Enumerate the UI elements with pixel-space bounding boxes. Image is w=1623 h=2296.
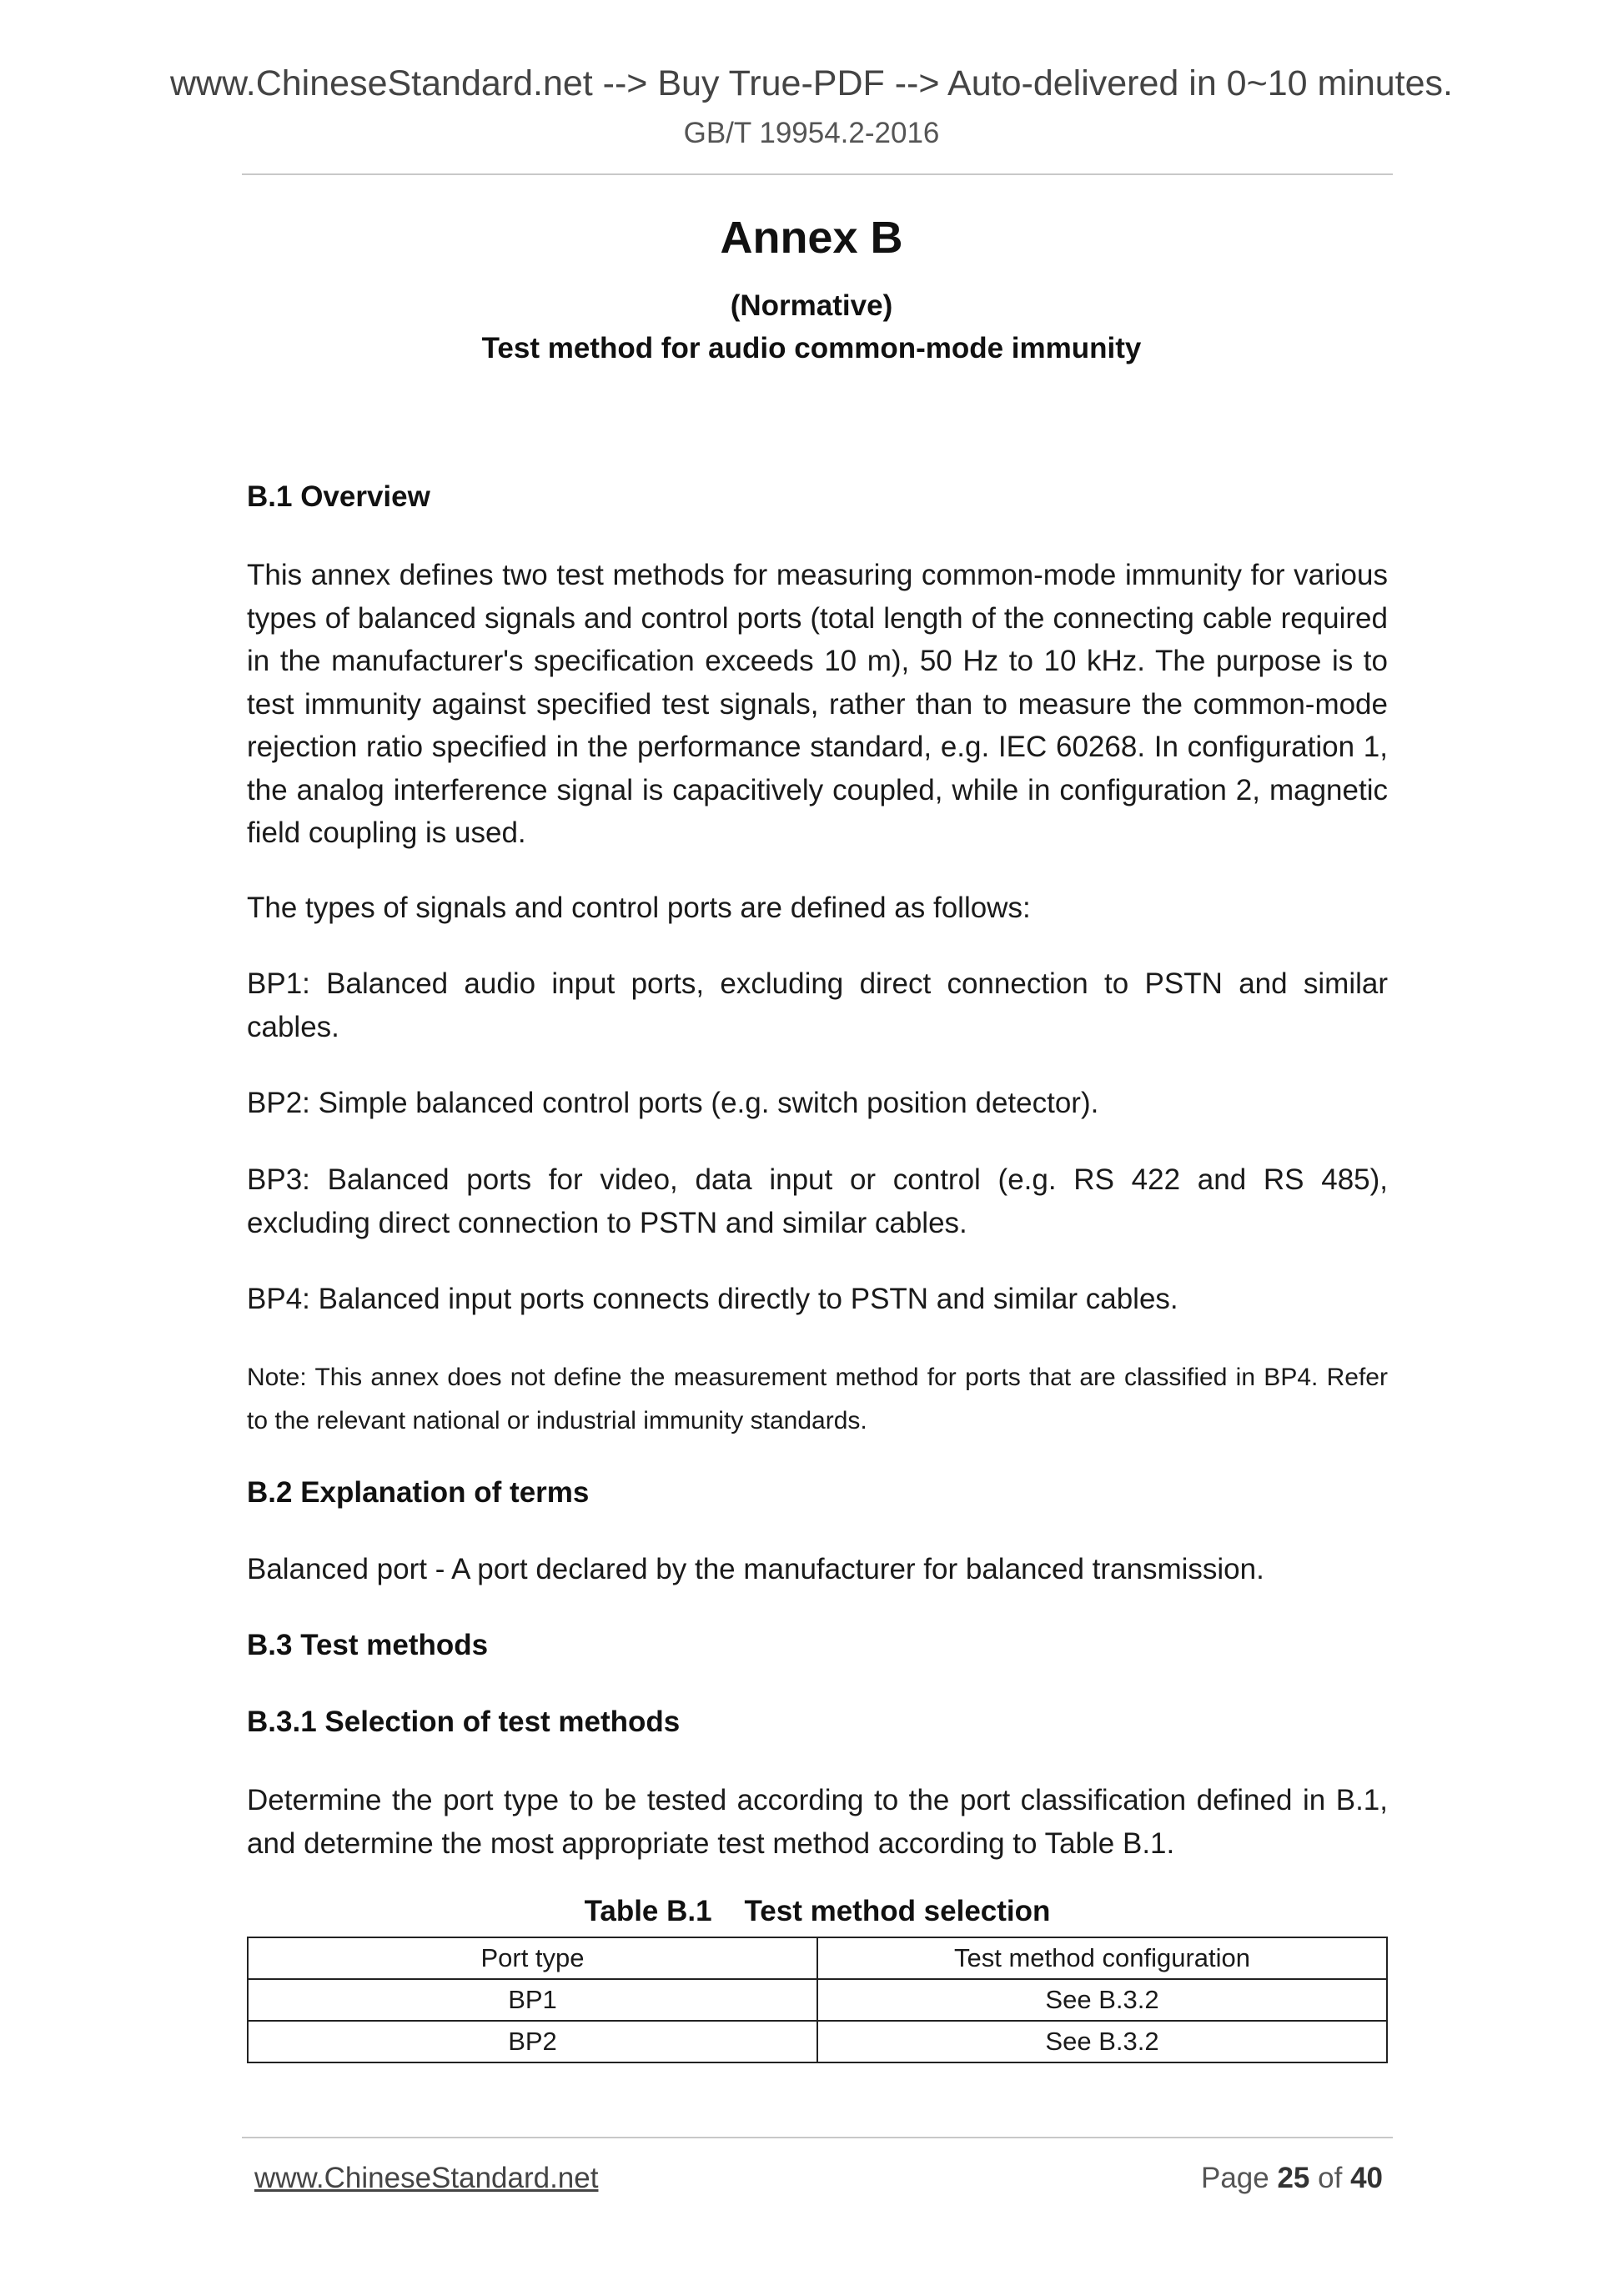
table-header-row xyxy=(248,1937,1387,1979)
table-cell-config: See B.3.2 xyxy=(817,2021,1387,2062)
footer-site-link[interactable]: www.ChineseStandard.net xyxy=(254,2162,599,2194)
footer-divider xyxy=(242,2137,1393,2138)
test-method-table xyxy=(247,1937,1388,2063)
port-type-bp4: BP4: Balanced input ports connects directly to PSTN and similar cables. xyxy=(247,1283,1178,1315)
table-header-config: Test method configuration xyxy=(817,1937,1387,1979)
section-b31-heading: B.3.1 Selection of test methods xyxy=(247,1706,681,1738)
page-of: of xyxy=(1318,2162,1343,2194)
header-divider xyxy=(242,173,1393,175)
annex-name: Test method for audio common-mode immunity xyxy=(481,332,1142,364)
page-indicator xyxy=(1193,2162,1383,2195)
table-row xyxy=(248,2021,1387,2062)
table-cell-config: See B.3.2 xyxy=(817,1979,1387,2021)
section-b1-paragraph: This annex defines two test methods for measuring common-mode immunity for various types of balanced signals and control ports (total length of the connecting cable required in the manufacturer's specification exceeds 10 m), 50 Hz to 10 kHz. The purpose is to test immunity against specified test signals, rather than to measure the common-mode rejection ratio specified in the performance standard, e.g. IEC 60268. In configuration 1, the analog interference signal is capacitively coupled, while in configuration 2, magnetic field coupling is used. xyxy=(247,559,1388,849)
table-caption: Table B.1 Test method selection xyxy=(584,1895,1051,1927)
section-b3-heading: B.3 Test methods xyxy=(247,1629,489,1661)
section-b2-paragraph: Balanced port - A port declared by the manufacturer for balanced transmission. xyxy=(247,1553,1264,1585)
standard-code: GB/T 19954.2-2016 xyxy=(683,117,940,149)
section-b1-heading: B.1 Overview xyxy=(247,480,430,513)
header-banner: www.ChineseStandard.net --> Buy True-PDF --> Auto-delivered in 0~10 minutes. xyxy=(169,63,1453,103)
table-cell-port-type: BP2 xyxy=(248,2021,817,2062)
annex-normative-label: (Normative) xyxy=(730,289,893,322)
bp4-note: Note: This annex does not define the measurement method for ports that are classified in BP4. Refer to the relevant national or industrial immunity standards. xyxy=(247,1364,1388,1434)
table-cell-port-type: BP1 xyxy=(248,1979,817,2021)
port-type-bp2: BP2: Simple balanced control ports (e.g. switch position detector). xyxy=(247,1087,1099,1119)
table-row xyxy=(248,1979,1387,2021)
port-types-intro: The types of signals and control ports are defined as follows: xyxy=(247,892,1031,924)
section-b2-heading: B.2 Explanation of terms xyxy=(247,1476,590,1509)
table-header-port-type: Port type xyxy=(248,1937,817,1979)
port-type-bp3: BP3: Balanced ports for video, data input or control (e.g. RS 422 and RS 485), excluding direct connection to PSTN and similar cables. xyxy=(247,1163,1388,1239)
page-word: Page xyxy=(1200,2162,1269,2194)
port-type-bp1: BP1: Balanced audio input ports, excluding direct connection to PSTN and similar cables. xyxy=(247,967,1388,1043)
section-b31-paragraph: Determine the port type to be tested according to the port classification defined in B.1, and determine the most appropriate test method according to Table B.1. xyxy=(247,1784,1388,1860)
annex-title: Annex B xyxy=(720,213,903,263)
page-current: 25 xyxy=(1277,2162,1310,2194)
page-total: 40 xyxy=(1350,2162,1383,2194)
